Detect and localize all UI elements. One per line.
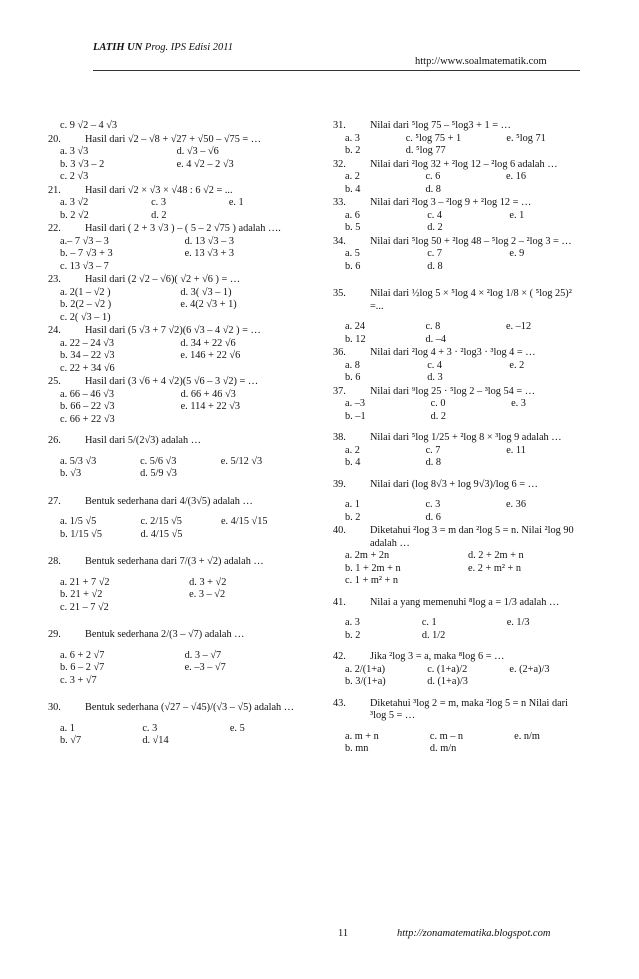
- answer-option: a. 2m + 2n: [345, 550, 390, 561]
- answer-option: a. 6 + 2 √7: [60, 649, 105, 661]
- question-text: Nilai dari ⁵log 1/25 + ²log 8 × ³log 9 adalah …: [370, 432, 562, 443]
- answer-option: a. 1: [60, 722, 75, 734]
- question-item: [48, 629, 300, 687]
- question-text: Nilai dari ½log 5 × ⁵log 4 × ²log 1/8 × ( ⁵log 25)² =...: [370, 288, 572, 312]
- answer-option: a. 6: [345, 209, 360, 221]
- answer-option: c. 4: [427, 359, 443, 371]
- question-item: [48, 702, 300, 748]
- answer-option: b. 2: [345, 511, 361, 523]
- answer-option: c. 7: [425, 444, 441, 456]
- answer-option: c. 13 √3 – 7: [60, 260, 109, 272]
- question-number: 30.: [48, 702, 61, 713]
- answer-option: d. 3 + √2: [189, 576, 227, 588]
- question-item: [48, 223, 300, 273]
- answer-option: b. 4: [345, 183, 361, 195]
- answer-option: d. 3 – √7: [184, 649, 222, 661]
- question-number: 28.: [48, 556, 61, 567]
- answer-option: a.– 7 √3 – 3: [60, 235, 109, 247]
- answer-option: e. 4/15 √15: [220, 516, 268, 527]
- question-item: [48, 274, 300, 324]
- answer-option: d. √14: [142, 735, 169, 746]
- question-number: 37.: [333, 385, 346, 397]
- question-number: 25.: [48, 376, 61, 387]
- question-number: 32.: [333, 158, 346, 170]
- question-text: Nilai dari ²log 3 – ²log 9 + ²log 12 = …: [370, 197, 532, 208]
- answer-option: a. 5/3 √3: [60, 455, 97, 467]
- question-text: Bentuk sederhana dari 7/(3 + √2) adalah …: [85, 556, 264, 567]
- answer-option: e. 5/12 √3: [220, 455, 263, 467]
- answer-option: a. 22 – 24 √3: [60, 337, 114, 349]
- question-text: Hasil dari 5/(2√3) adalah …: [85, 435, 202, 446]
- answer-option: c. 1 + m² + n: [345, 575, 399, 586]
- answer-option: b. 3/(1+a): [345, 676, 386, 687]
- question-item: [333, 288, 585, 346]
- question-item: [333, 386, 585, 424]
- question-text: Nilai a yang memenuhi ⁸log a = 1/3 adalah …: [370, 596, 560, 608]
- answer-option: c. 66 + 22 √3: [60, 413, 115, 425]
- answer-option: c. 7: [427, 248, 443, 259]
- question-text: Bentuk sederhana (√27 – √45)/(√3 – √5) adalah …: [85, 702, 295, 713]
- answer-option: d. m/n: [429, 743, 457, 754]
- answer-option: a. 2: [345, 444, 360, 456]
- answer-option: a. 1: [345, 499, 360, 510]
- answer-option: b. 5: [345, 222, 361, 233]
- answer-option: c. m – n: [429, 730, 464, 742]
- answer-option: e. 13 √3 + 3: [184, 248, 235, 259]
- answer-option: c. 0: [430, 398, 446, 409]
- answer-option: e. 9: [509, 248, 525, 259]
- answer-option: e. 4 √2 – 2 √3: [176, 158, 234, 170]
- answer-option: e. 36: [505, 499, 526, 510]
- answer-option: a. 3 √2: [60, 197, 89, 208]
- answer-option: c. 3: [425, 499, 441, 510]
- question-number: 41.: [333, 596, 346, 608]
- question-item: [48, 185, 300, 223]
- answer-option: e. 4(2 √3 + 1): [180, 299, 237, 310]
- question-text: Hasil dari (2 √2 – √6)( √2 + √6 ) = …: [85, 274, 241, 285]
- answer-option: c. 21 – 7 √2: [60, 601, 109, 613]
- question-item: [333, 197, 585, 235]
- page-number: 11: [338, 928, 349, 939]
- answer-option: d. 5/9 √3: [140, 468, 177, 479]
- question-item: [333, 432, 585, 470]
- question-item: [333, 698, 585, 756]
- question-number: 22.: [48, 223, 61, 234]
- answer-option: b. √3: [60, 468, 82, 479]
- answer-option: a. 8: [345, 359, 360, 371]
- answer-option: b. √7: [60, 735, 82, 746]
- answer-option: e. 1/3: [506, 617, 530, 628]
- answer-option: b. mn: [345, 743, 369, 754]
- answer-option: e. –12: [505, 321, 532, 332]
- answer-option: b. 6: [345, 372, 361, 383]
- question-number: 23.: [48, 274, 61, 285]
- footer-url: http://zonamatematika.blogspot.com: [397, 928, 551, 939]
- question-text: Nilai dari ⁵log 50 + ²log 48 – ⁵log 2 – ²log 3 = …: [370, 235, 572, 247]
- answer-option: d. 8: [425, 183, 441, 195]
- answer-option: d. ⁵log 77: [405, 145, 446, 156]
- question-text: Nilai dari ²log 4 + 3 · ²log3 · ³log 4 = …: [370, 347, 536, 358]
- answer-option: d. 8: [425, 457, 442, 468]
- answer-option: a. 3: [345, 132, 360, 144]
- answer-option: c. 8: [425, 321, 441, 332]
- answer-option: d. (1+a)/3: [427, 676, 468, 687]
- answer-option: e. 114 + 22 √3: [180, 401, 241, 412]
- answer-option: d. 66 + 46 √3: [180, 388, 236, 400]
- answer-option: d. 2 + 2m + n: [468, 550, 524, 561]
- answer-option: d. 3: [427, 372, 443, 383]
- answer-option: e. 1: [509, 209, 525, 221]
- answer-option: a. 66 – 46 √3: [60, 388, 114, 400]
- answer-option: a. 2/(1+a): [345, 663, 386, 675]
- question-item: [333, 159, 585, 197]
- question-item: [333, 525, 585, 588]
- question-text: Bentuk sederhana 2/(3 – √7) adalah …: [85, 629, 245, 640]
- answer-option: b. 21 + √2: [60, 589, 103, 600]
- answer-option: d. –4: [425, 333, 447, 345]
- question-text: Diketahui ²log 3 = m dan ²log 5 = n. Nilai ²log 90 adalah …: [370, 525, 574, 549]
- answer-option: a. 3: [345, 617, 360, 628]
- answer-option: e. 146 + 22 √6: [180, 350, 241, 361]
- answer-option: b. 66 – 22 √3: [60, 401, 115, 412]
- question-item: [333, 120, 585, 158]
- question-number: 39.: [333, 478, 346, 490]
- answer-option: d. 1/2: [421, 629, 446, 641]
- answer-option: e. n/m: [514, 730, 540, 742]
- answer-option: c. 4: [427, 209, 443, 221]
- answer-option: c. 1: [421, 617, 437, 628]
- question-text: Hasil dari √2 × √3 × √48 : 6 √2 = ...: [85, 184, 233, 196]
- answer-option: e. 5: [229, 722, 245, 734]
- answer-option: b. 2 √2: [60, 209, 89, 221]
- answer-option: b. 4: [345, 457, 361, 468]
- question-item: [48, 325, 300, 375]
- question-text: Hasil dari (3 √6 + 4 √2)(5 √6 – 3 √2) = …: [85, 376, 259, 387]
- answer-option: e. 11: [506, 444, 526, 456]
- question-text: Hasil dari ( 2 + 3 √3 ) – ( 5 – 2 √75 ) adalah ….: [85, 223, 281, 234]
- answer-option: c. ⁵log 75 + 1: [405, 132, 462, 144]
- question-number: 42.: [333, 651, 346, 662]
- question-text: Diketahui ³log 2 = m, maka ²log 5 = n Nilai dari ³log 5 = …: [370, 697, 568, 721]
- header-divider: [93, 70, 580, 71]
- answer-option: a. 3 √3: [60, 146, 89, 157]
- question-number: 34.: [333, 235, 346, 247]
- answer-option: c. 3: [151, 197, 166, 208]
- answer-option: e. –3 – √7: [184, 662, 226, 673]
- question-item: [48, 556, 300, 614]
- answer-option: e. 2: [509, 359, 525, 371]
- answer-option: d. √3 – √6: [176, 146, 219, 157]
- question-number: 27.: [48, 495, 61, 507]
- right-question-column: [333, 120, 585, 757]
- answer-option: e. 1: [228, 197, 244, 208]
- answer-option: e. 16: [505, 171, 526, 182]
- question-number: 29.: [48, 629, 61, 640]
- question-number: 35.: [333, 288, 346, 299]
- answer-option: e. 3 – √2: [189, 589, 226, 600]
- answer-option: a. 2(1 – √2 ): [60, 286, 111, 298]
- question-text: Nilai dari ²log 32 + ²log 12 – ²log 6 adalah …: [370, 158, 558, 170]
- answer-option: b. –1: [345, 410, 366, 422]
- answer-option: d. 6: [425, 511, 441, 523]
- answer-option: c. 3 + √7: [60, 674, 97, 686]
- answer-option: b. 2: [345, 145, 361, 156]
- answer-option: e. 3: [511, 398, 526, 409]
- answer-option: d. 8: [427, 260, 443, 272]
- question-text: Jika ²log 3 = a, maka ⁸log 6 = …: [370, 651, 505, 662]
- answer-option: a. m + n: [345, 730, 379, 742]
- question-number: 24.: [48, 325, 61, 336]
- question-text: Nilai dari ⁵log 75 – ⁵log3 + 1 = …: [370, 120, 511, 131]
- question-number: 38.: [333, 432, 346, 443]
- question-number: 40.: [333, 525, 346, 536]
- document-header-title: LATIH UN Prog. IPS Edisi 2011: [93, 42, 233, 53]
- answer-option: c. 2/15 √5: [140, 516, 182, 527]
- answer-option: d. 4/15 √5: [140, 528, 183, 540]
- answer-option: d. 34 + 22 √6: [180, 337, 236, 349]
- answer-option: c. 2( √3 – 1): [60, 311, 111, 323]
- answer-option: b. 1 + 2m + n: [345, 562, 401, 574]
- answer-option: b. 12: [345, 333, 366, 345]
- answer-option: d. 2: [430, 410, 447, 422]
- question-number: 26.: [48, 435, 61, 446]
- question-number: 33.: [333, 197, 346, 208]
- answer-option: a. –3: [345, 398, 366, 409]
- question-item: [48, 120, 300, 133]
- answer-option: c. (1+a)/2: [427, 663, 468, 675]
- question-number: 43.: [333, 697, 346, 709]
- question-text: Hasil dari (5 √3 + 7 √2)(6 √3 – 4 √2 ) = …: [85, 325, 261, 336]
- left-question-column: [48, 120, 300, 749]
- question-number: 31.: [333, 120, 346, 131]
- question-item: [333, 347, 585, 385]
- question-text: Nilai dari ⁹log 25 · ⁵log 2 – ³log 54 = …: [370, 385, 536, 397]
- question-item: [48, 496, 300, 542]
- answer-option: b. 6: [345, 260, 361, 272]
- answer-option: c. 22 + 34 √6: [60, 362, 115, 374]
- question-number: 20.: [48, 133, 61, 145]
- answer-option: a. 2: [345, 171, 360, 182]
- answer-option: a. 5: [345, 248, 360, 259]
- question-item: [48, 134, 300, 184]
- question-item: [48, 376, 300, 426]
- answer-option: e. (2+a)/3: [509, 663, 550, 675]
- answer-option: c. 6: [425, 171, 441, 182]
- answer-option: e. ⁵log 71: [506, 132, 546, 144]
- answer-option: d. 2: [151, 209, 167, 221]
- answer-option: c. 3: [142, 722, 158, 734]
- question-item: [333, 479, 585, 525]
- answer-option: b. 2(2 – √2 ): [60, 299, 112, 310]
- question-text: Hasil dari √2 – √8 + √27 + √50 – √75 = …: [85, 133, 262, 145]
- question-item: [333, 597, 585, 643]
- answer-option: d. 3( √3 – 1): [180, 286, 232, 298]
- answer-option: b. – 7 √3 + 3: [60, 248, 113, 259]
- answer-option: b. 2: [345, 629, 361, 641]
- question-item: [333, 651, 585, 689]
- answer-option: a. 24: [345, 321, 366, 332]
- answer-option: b. 1/15 √5: [60, 528, 102, 540]
- answer-option: c. 5/6 √3: [140, 455, 177, 467]
- question-item: [48, 435, 300, 481]
- answer-option: b. 3 √3 – 2: [60, 158, 105, 170]
- answer-option: b. 34 – 22 √3: [60, 350, 115, 361]
- question-text: Nilai dari (log 8√3 + log 9√3)/log 6 = …: [370, 478, 538, 490]
- answer-option: c. 9 √2 – 4 √3: [60, 120, 118, 131]
- question-item: [333, 236, 585, 274]
- question-number: 36.: [333, 347, 346, 358]
- answer-option: a. 1/5 √5: [60, 516, 97, 527]
- answer-option: b. 6 – 2 √7: [60, 662, 105, 673]
- question-number: 21.: [48, 184, 61, 196]
- question-text: Bentuk sederhana dari 4/(3√5) adalah …: [85, 495, 253, 507]
- answer-option: e. 2 + m² + n: [468, 562, 522, 574]
- answer-option: d. 13 √3 – 3: [184, 235, 234, 247]
- answer-option: a. 21 + 7 √2: [60, 576, 110, 588]
- answer-option: d. 2: [427, 222, 443, 233]
- answer-option: c. 2 √3: [60, 171, 89, 182]
- header-url: http://www.soalmatematik.com: [415, 56, 547, 67]
